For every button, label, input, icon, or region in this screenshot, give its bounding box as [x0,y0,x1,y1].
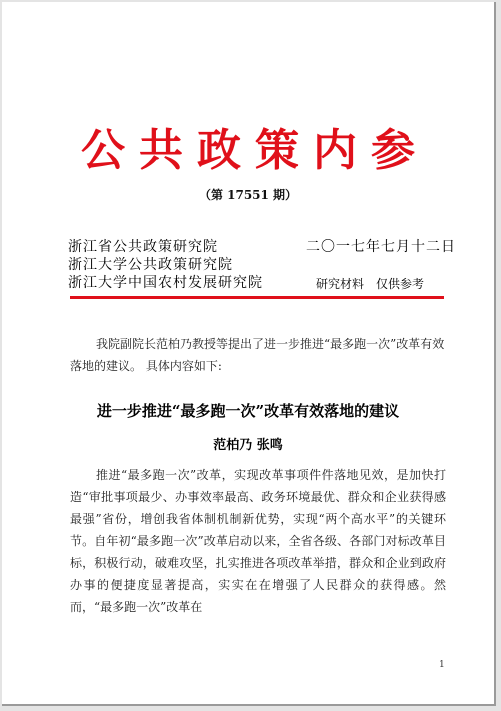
article-body: 推进“最多跑一次”改革，实现改革事项件件落地见效，是加快打造“审批事项最少、办事效率最高、政务环境最优、群众和企业获得感最强”省份，增创我省体制机制新优势，实现“两个高水平”的关键环节。自年初“最多跑一次”改革启动以来，全省各级、各部门对标改革目标，积极行动，破难攻坚，扎实推进各项改革举措，群众和企业到政府办事的便捷度显著提高，实实在在增强了人民群众的获得感。然而，“最多跑一次”改革在 [70,468,446,614]
intro-paragraph: 我院副院长范柏乃教授等提出了进一步推进“最多跑一次”改革有效落地的建议。 具体内容如下: [70,337,445,373]
issuer-line: 浙江大学公共政策研究院 [68,257,233,273]
issue-number: （第 17551 期） [198,188,298,202]
research-note: 研究材料 仅供参考 [316,277,425,291]
publication-date: 二〇一七年七月十二日 [306,239,456,255]
document-page [2,2,496,706]
article-authors: 范柏乃 张鸣 [213,438,283,453]
issuer-line: 浙江省公共政策研究院 [68,239,218,255]
issuer-list [68,238,263,292]
issuer-line: 浙江大学中国农村发展研究院 [68,275,263,291]
page-number: 1 [439,660,445,670]
red-divider [70,296,444,299]
masthead-title: 公共政策内参 [81,125,429,176]
article-title: 进一步推进“最多跑一次”改革有效落地的建议 [96,402,400,420]
